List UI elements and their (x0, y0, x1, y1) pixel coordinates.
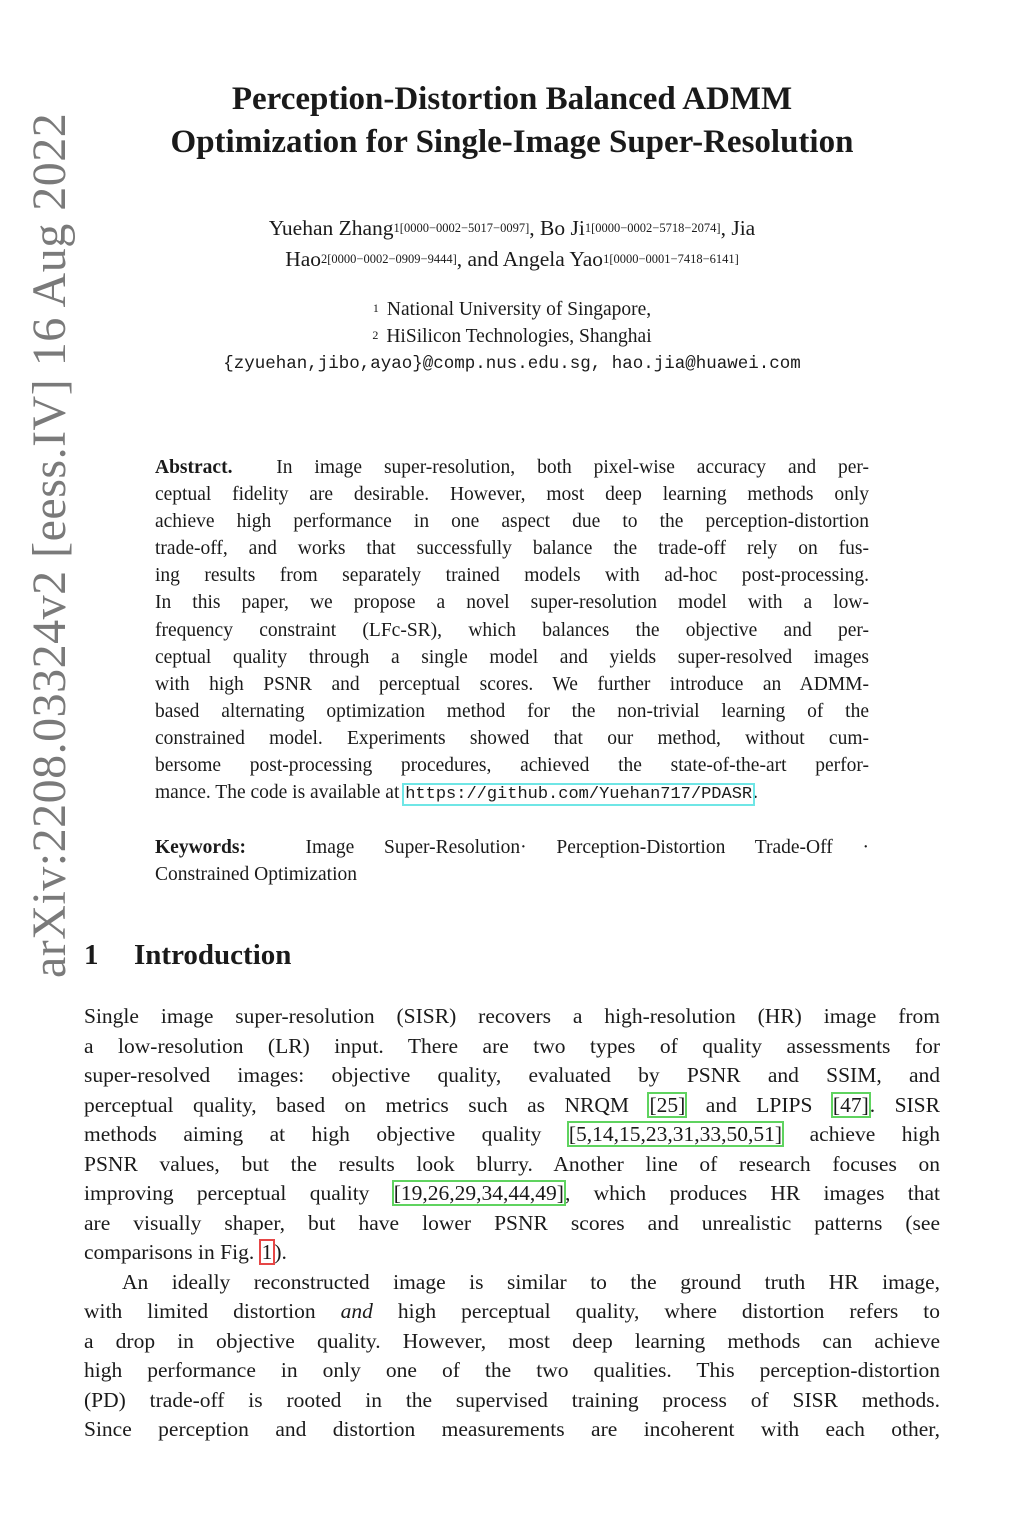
citation-link[interactable]: [47] (832, 1092, 869, 1117)
body-line: Since perception and distortion measurements are incoherent with each other, (84, 1417, 940, 1441)
body-line: are visually shaper, but have lower PSNR scores and unrealistic patterns (see (84, 1210, 940, 1235)
body-line: improving perceptual quality [19,26,29,34,44,49], which produces HR images that (84, 1181, 940, 1205)
abstract-line: ceptual fidelity are desirable. However, most deep learning methods only (155, 484, 869, 506)
body-line: PSNR values, but the results look blurry. Another line of research focuses on (84, 1151, 940, 1176)
introduction-body (84, 1002, 940, 1445)
author-affiliation-mark: 2[0000−0002−0909−9444] (321, 252, 457, 266)
author-name-ji: , Bo Ji (529, 216, 585, 240)
orcid-id[interactable]: [0000−0002−0909−9444] (327, 252, 457, 266)
keywords (155, 834, 869, 888)
section-number: 1 (84, 939, 99, 971)
arxiv-identifier-stamp: arXiv:2208.03324v2 [eess.IV] 16 Aug 2022 (23, 112, 76, 978)
orcid-id[interactable]: [0000−0001−7418−6141] (609, 252, 739, 266)
abstract-line: based alternating optimization method for the non-trivial learning of the (155, 700, 869, 722)
orcid-id[interactable]: [0000−0002−5718−2074] (591, 221, 721, 235)
body-line: with limited distortion and high perceptual quality, where distortion refers to (84, 1299, 940, 1323)
figure-reference-link[interactable]: 1 (261, 1240, 273, 1264)
author-name-zhang: Yuehan Zhang (268, 216, 394, 240)
body-line: Single image super-resolution (SISR) recovers a high-resolution (HR) image from (84, 1004, 940, 1028)
abstract (155, 454, 869, 806)
author-list (110, 214, 914, 276)
author-affiliation-mark: 1[0000−0001−7418−6141] (603, 252, 739, 266)
abstract-line: frequency constraint (LFc-SR), which balances the objective and per- (155, 619, 869, 641)
author-name-yao: , and Angela Yao (456, 247, 604, 271)
body-line: high performance in only one of the two qualities. This perception-distortion (84, 1358, 940, 1382)
author-affiliation-mark: 1[0000−0002−5718−2074] (584, 221, 721, 235)
affiliations (110, 297, 914, 377)
abstract-line: ceptual quality through a single model and yields super-resolved images (155, 646, 869, 668)
citation-link[interactable]: [25] (649, 1092, 686, 1117)
section-heading-introduction (84, 936, 291, 974)
abstract-line: trade-off, and works that successfully balance the trade-off rely on fus- (155, 538, 869, 560)
abstract-line: In this paper, we propose a novel super-resolution model with a low- (155, 592, 869, 614)
body-line: (PD) trade-off is rooted in the supervised training process of SISR methods. (84, 1387, 940, 1412)
citation-link[interactable]: [19,26,29,34,44,49] (393, 1181, 564, 1205)
author-line-2 (110, 245, 914, 276)
title-line-1: Perception-Distortion Balanced ADMM (231, 81, 793, 117)
body-line: perceptual quality, based on metrics such as NRQM [25] and LPIPS [47]. SISR (84, 1092, 940, 1117)
body-line: a low-resolution (LR) input. There are two types of quality assessments for (84, 1033, 940, 1058)
code-repository-link[interactable]: https://github.com/Yuehan717/PDASR (405, 785, 753, 805)
paper-title (80, 78, 944, 164)
body-line: super-resolved images: objective quality, evaluated by PSNR and SSIM, and (84, 1063, 940, 1087)
abstract-label: Abstract. (155, 457, 233, 478)
author-emails: {zyuehan,jibo,ayao}@comp.nus.edu.sg, hao.jia@huawei.com (223, 354, 801, 374)
keywords-line: Constrained Optimization (155, 864, 358, 886)
abstract-line: with high PSNR and perceptual scores. We further introduce an ADMM- (155, 673, 869, 695)
section-title: Introduction (134, 939, 292, 971)
author-affiliation-mark: 1[0000−0002−5017−0097] (393, 221, 530, 235)
affiliation-1: $^1$ National University of Singapore, (372, 299, 652, 320)
author-line-1 (110, 214, 914, 245)
author-separator: , Jia (720, 216, 756, 240)
abstract-line: bersome post-processing procedures, achieved the state-of-the-art perfor- (155, 755, 869, 777)
citation-link[interactable]: [5,14,15,23,31,33,50,51] (568, 1122, 783, 1146)
abstract-line: mance. The code is available at https://github.com/Yuehan717/PDASR. (155, 782, 758, 805)
body-line: comparisons in Fig. 1). (84, 1240, 287, 1264)
keywords-line: Keywords: Image Super-Resolution· Perception-Distortion Trade-Off · (155, 837, 869, 858)
body-line: An ideally reconstructed image is similar to the ground truth HR image, (122, 1269, 940, 1294)
body-line: a drop in objective quality. However, most deep learning methods can achieve (84, 1328, 940, 1353)
keywords-label: Keywords: (155, 837, 246, 858)
author-name-hao: Hao (285, 247, 322, 271)
abstract-line: ing results from separately trained models with ad-hoc post-processing. (155, 565, 869, 587)
affiliation-2: $^2$ HiSilicon Technologies, Shanghai (372, 326, 652, 347)
title-line-2: Optimization for Single-Image Super-Resolution (170, 124, 854, 160)
abstract-line: achieve high performance in one aspect due to the perception-distortion (155, 511, 869, 533)
emphasis-and: and (340, 1299, 373, 1323)
body-line: methods aiming at high objective quality [5,14,15,23,31,33,50,51] achieve high (84, 1122, 940, 1146)
abstract-line: Abstract. In image super-resolution, both pixel-wise accuracy and per- (155, 457, 870, 478)
orcid-id[interactable]: [0000−0002−5017−0097] (399, 221, 530, 235)
abstract-line: constrained model. Experiments showed that our method, without cum- (155, 727, 869, 749)
